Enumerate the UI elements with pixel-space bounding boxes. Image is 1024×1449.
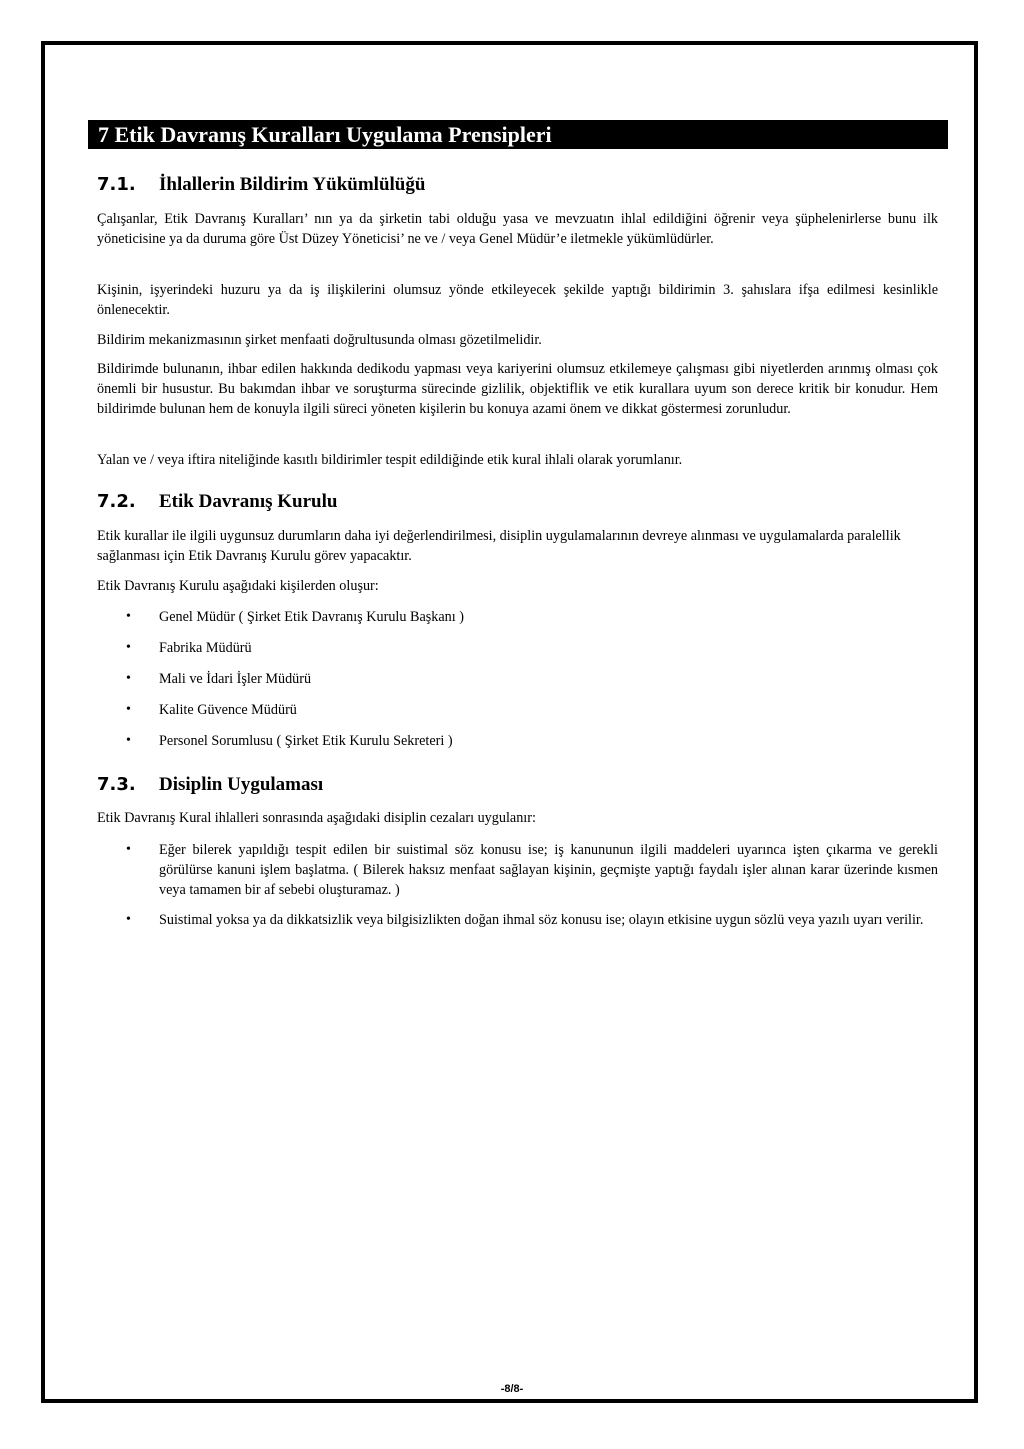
list-item-text: Eğer bilerek yapıldığı tespit edilen bir suistimal söz konusu ise; iş kanununun ilgili maddeleri uyarınca işten çıkarma ve gerekli görülürse kanuni işlem başlatma. ( Bilerek haksız menfaat sağlayan kişinin, geçmişte yaptığı faydalı işler alınan karar üzerinde kısmen veya tamamen bir af sebebi oluşturamaz. ) xyxy=(159,842,938,898)
list-item xyxy=(97,700,938,720)
bullet-icon: • xyxy=(126,609,131,624)
list-item xyxy=(97,607,938,627)
list-item xyxy=(97,731,938,751)
list-item-text: Kalite Güvence Müdürü xyxy=(159,702,297,718)
section-heading-7-2 xyxy=(97,491,337,513)
list-item-text: Suistimal yoksa ya da dikkatsizlik veya bilgisizlikten doğan ihmal söz konusu ise; olayın etkisine uygun sözlü veya yazılı uyarı verilir. xyxy=(159,912,924,928)
list-item-text: Personel Sorumlusu ( Şirket Etik Kurulu Sekreteri ) xyxy=(159,733,453,749)
bullet-icon: • xyxy=(126,842,131,857)
list-item xyxy=(97,910,938,930)
list-item-text: Fabrika Müdürü xyxy=(159,640,252,656)
paragraph: Çalışanlar, Etik Davranış Kuralları’ nın ya da şirketin tabi olduğu yasa ve mevzuatın ihlal edildiğini öğrenir veya şüphelenirlerse bunu ilk yöneticisine ya da duruma göre Üst Düzey Yöneticisi’ ne ve / veya Genel Müdür’e iletmekle yükümlüdürler. xyxy=(97,211,938,247)
list-item-text: Mali ve İdari İşler Müdürü xyxy=(159,671,312,687)
bullet-icon: • xyxy=(126,733,131,748)
paragraph: Etik Davranış Kurulu aşağıdaki kişilerden oluşur: xyxy=(97,578,379,594)
paragraph: Etik kurallar ile ilgili uygunsuz durumların daha iyi değerlendirilmesi, disiplin uygulamalarının devreye alınması ve uygulamalarda paralellik sağlanması için Etik Davranış Kurulu görev yapacaktır. xyxy=(97,528,901,564)
paragraph: Bildirim mekanizmasının şirket menfaati doğrultusunda olması gözetilmelidir. xyxy=(97,332,542,348)
chapter-title: 7 Etik Davranış Kuralları Uygulama Prensipleri xyxy=(88,120,948,149)
section-number: 7.3. xyxy=(97,774,136,795)
section-heading-7-3 xyxy=(97,774,323,796)
paragraph: Kişinin, işyerindeki huzuru ya da iş ilişkilerini olumsuz yönde etkileyecek şekilde yaptığı bildirimin 3. şahıslara ifşa edilmesi kesinlikle önlenecektir. xyxy=(97,282,938,318)
list-item-text: Genel Müdür ( Şirket Etik Davranış Kurulu Başkanı ) xyxy=(159,609,464,625)
list-item xyxy=(97,638,938,658)
bullet-icon: • xyxy=(126,702,131,717)
list-item xyxy=(97,669,938,689)
section-title: Etik Davranış Kurulu xyxy=(159,491,338,512)
section-title: Disiplin Uygulaması xyxy=(159,774,324,795)
paragraph: Bildirimde bulunanın, ihbar edilen hakkında dedikodu yapması veya kariyerini olumsuz etkilemeye çalışması gibi niyetlerden arınmış olması çok önemli bir husustur. Bu bakımdan ihbar ve soruşturma sürecinde gizlilik, objektiflik ve etik kurallara uyum son derece kritik bir konudur. Hem bildirimde bulunan hem de konuyla ilgili süreci yöneten kişilerin bu konuya azami önem ve dikkat göstermesi zorunludur. xyxy=(97,361,938,417)
paragraph: Yalan ve / veya iftira niteliğinde kasıtlı bildirimler tespit edildiğinde etik kural ihlali olarak yorumlanır. xyxy=(97,452,683,468)
paragraph: Etik Davranış Kural ihlalleri sonrasında aşağıdaki disiplin cezaları uygulanır: xyxy=(97,810,536,826)
bullet-icon: • xyxy=(126,671,131,686)
page-number: -8/8- xyxy=(500,1383,524,1395)
section-number: 7.1. xyxy=(97,174,136,195)
list-item xyxy=(97,840,938,900)
section-number: 7.2. xyxy=(97,491,136,512)
section-heading-7-1 xyxy=(97,174,425,196)
bullet-icon: • xyxy=(126,912,131,927)
bullet-icon: • xyxy=(126,640,131,655)
section-title: İhlallerin Bildirim Yükümlülüğü xyxy=(159,174,426,195)
